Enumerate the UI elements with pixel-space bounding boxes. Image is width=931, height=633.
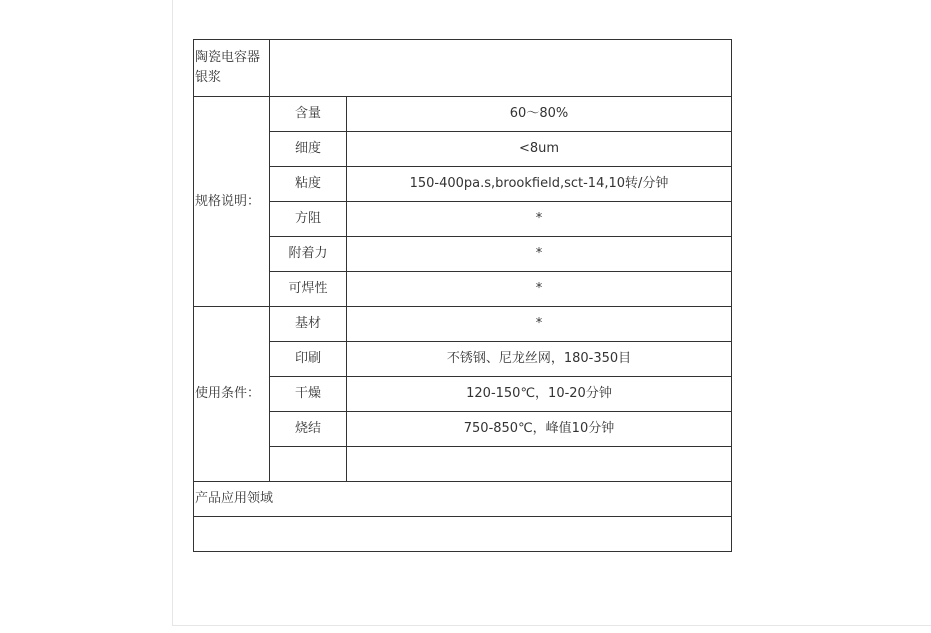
usage-value-cell: * [347, 307, 732, 342]
spec-name-cell: 可焊性 [270, 272, 347, 307]
spec-group-label: 规格说明： [194, 97, 270, 307]
spec-value-cell: 60～80% [347, 97, 732, 132]
spec-value-cell: * [347, 272, 732, 307]
table-row [194, 167, 732, 202]
usage-value-cell: 120-150℃，10-20分钟 [347, 377, 732, 412]
table-row [194, 272, 732, 307]
spec-value-cell: <8um [347, 132, 732, 167]
product-name-empty-cell [270, 40, 732, 97]
spec-value-cell: 150-400pa.s,brookfield,sct-14,10转/分钟 [347, 167, 732, 202]
usage-value-cell: 不锈钢、尼龙丝网，180-350目 [347, 342, 732, 377]
spec-name-cell: 细度 [270, 132, 347, 167]
usage-name-cell: 印刷 [270, 342, 347, 377]
spec-name-cell: 粘度 [270, 167, 347, 202]
table-row [194, 447, 732, 482]
usage-value-cell: 750-850℃，峰值10分钟 [347, 412, 732, 447]
spec-name-cell: 含量 [270, 97, 347, 132]
usage-name-cell: 干燥 [270, 377, 347, 412]
title-row [194, 40, 732, 97]
spec-name-cell: 方阻 [270, 202, 347, 237]
application-label: 产品应用领域 [194, 482, 732, 517]
spec-value-cell: * [347, 237, 732, 272]
spec-name-cell: 附着力 [270, 237, 347, 272]
table-row [194, 517, 732, 552]
usage-name-cell [270, 447, 347, 482]
product-name-cell: 陶瓷电容器银浆 [194, 40, 270, 97]
table-row [194, 482, 732, 517]
table-row [194, 342, 732, 377]
usage-group-label: 使用条件： [194, 307, 270, 482]
spec-value-cell: * [347, 202, 732, 237]
usage-name-cell: 基材 [270, 307, 347, 342]
table-row [194, 237, 732, 272]
table-row [194, 377, 732, 412]
table-row [194, 132, 732, 167]
usage-value-cell [347, 447, 732, 482]
product-spec-table [193, 39, 732, 552]
table-row [194, 307, 732, 342]
table-row [194, 97, 732, 132]
table-row [194, 202, 732, 237]
usage-name-cell: 烧结 [270, 412, 347, 447]
application-value [194, 517, 732, 552]
table-row [194, 412, 732, 447]
